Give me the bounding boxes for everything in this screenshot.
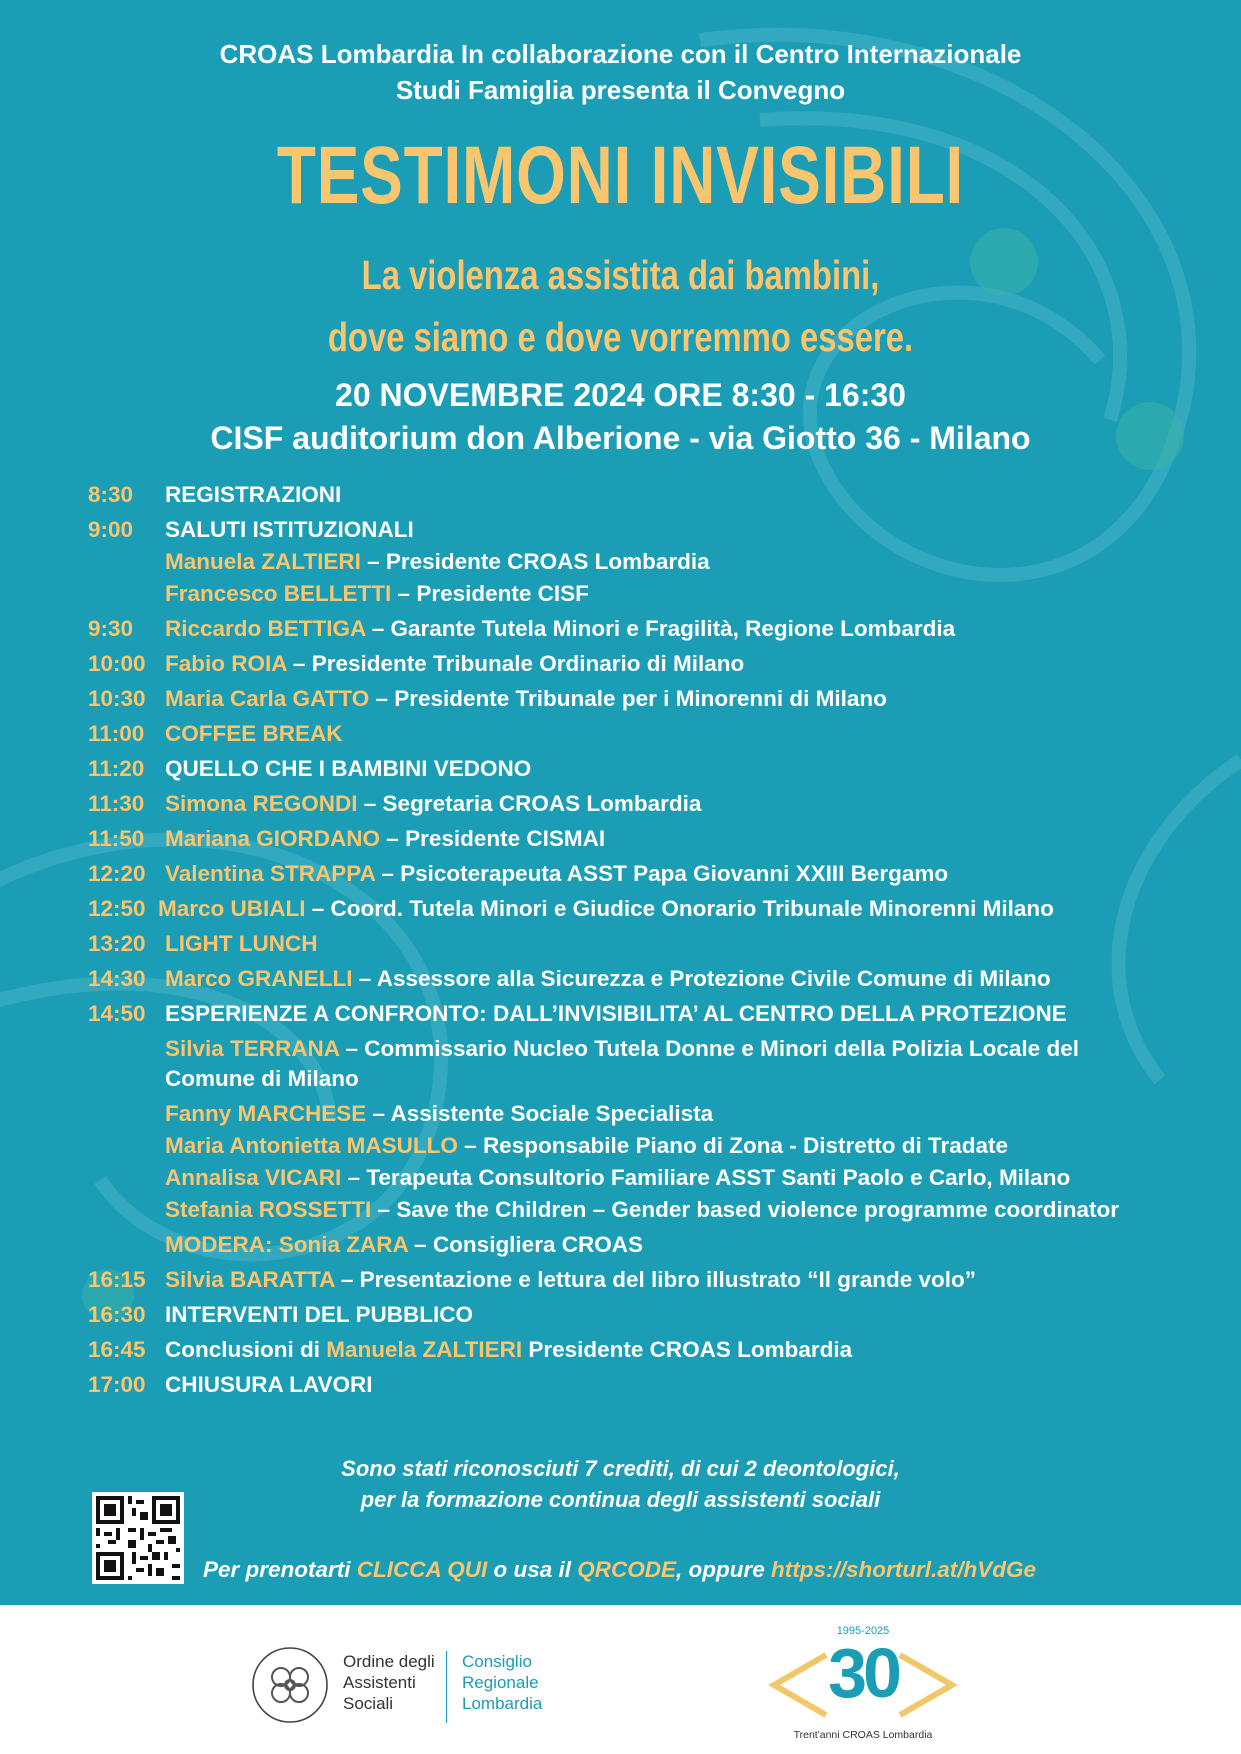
consiglio-line-2: Regionale	[462, 1673, 539, 1692]
speaker-name: Silvia TERRANA	[165, 1036, 340, 1061]
event-venue: CISF auditorium don Alberione - via Giotto 36 - Milano	[210, 420, 1031, 456]
speaker-role: – Presidente Tribunale per i Minorenni di Milano	[369, 686, 887, 711]
program-item	[88, 1300, 1168, 1330]
subtitle-line-1: La violenza assistita dai bambini,	[361, 252, 880, 298]
speaker-role: – Assessore alla Sicurezza e Protezione Civile Comune di Milano	[352, 966, 1051, 991]
program-time: 14:30	[88, 966, 146, 991]
program-item	[88, 859, 1168, 889]
speaker-name: Riccardo BETTIGA	[165, 616, 366, 641]
speaker-name: Manuela ZALTIERI	[165, 549, 361, 574]
subtitle-line-2: dove siamo e dove vorremmo essere.	[327, 314, 914, 360]
program-item	[88, 824, 1168, 854]
speaker-role: – Segretaria CROAS Lombardia	[357, 791, 702, 816]
intro-line-1: CROAS Lombardia In collaborazione con il Centro Internazionale	[219, 39, 1022, 69]
event-title: TESTIMONI INVISIBILI	[276, 130, 965, 221]
qrcode-link[interactable]: QRCODE	[577, 1557, 677, 1582]
speaker-name: Marco GRANELLI	[165, 966, 353, 991]
anniversary-number: 30	[828, 1634, 898, 1712]
program-time: 16:45	[88, 1337, 146, 1362]
speaker-role: – Presidente CISMAI	[380, 826, 606, 851]
program-text: QUELLO CHE I BAMBINI VEDONO	[165, 756, 532, 781]
anniversary-logo	[768, 1625, 958, 1750]
program-text: ESPERIENZE A CONFRONTO: DALL’INVISIBILITA’ AL CENTRO DELLA PROTEZIONE	[165, 1001, 1067, 1026]
registration-line	[203, 1555, 1036, 1585]
speaker-name: Mariana GIORDANO	[165, 826, 381, 851]
program-time: 8:30	[88, 482, 134, 507]
program-item	[88, 894, 1168, 924]
program-time: 9:30	[88, 616, 134, 641]
program-item	[88, 547, 1168, 577]
program-time: 16:15	[88, 1267, 146, 1292]
program-item	[88, 579, 1168, 609]
program-time: 9:00	[88, 517, 134, 542]
program-time: 11:00	[88, 721, 145, 746]
program-item	[88, 1034, 1168, 1094]
speaker-name: Francesco BELLETTI	[165, 581, 392, 606]
program-item	[88, 1265, 1168, 1295]
program-break: COFFEE BREAK	[165, 721, 343, 746]
speaker-name: Valentina STRAPPA	[165, 861, 376, 886]
speaker-role: – Commissario Nucleo Tutela Donne e Minori della Polizia Locale del Comune di Milano	[165, 1036, 1079, 1091]
ordine-line-3: Sociali	[343, 1694, 394, 1713]
program-list	[88, 480, 1168, 1405]
program-item	[88, 1230, 1168, 1260]
speaker-name: Silvia BARATTA	[165, 1267, 335, 1292]
ordine-name	[343, 1651, 435, 1714]
speaker-role: – Assistente Sociale Specialista	[366, 1101, 714, 1126]
program-item	[88, 1163, 1168, 1193]
program-item	[88, 480, 1168, 510]
credits-line-2: per la formazione continua degli assistenti sociali	[360, 1487, 881, 1512]
speaker-name: Simona REGONDI	[165, 791, 358, 816]
logo-divider	[446, 1651, 447, 1723]
program-time: 17:00	[88, 1372, 146, 1397]
anniversary-caption: Trent'anni CROAS Lombardia	[793, 1729, 933, 1741]
program-item	[88, 1370, 1168, 1400]
speaker-role: – Responsabile Piano di Zona - Distretto di Tradate	[457, 1133, 1009, 1158]
ordine-emblem-icon	[250, 1645, 330, 1725]
consiglio-line-1: Consiglio	[462, 1652, 532, 1671]
speaker-role: – Presidente CISF	[391, 581, 589, 606]
speaker-name: Maria Antonietta MASULLO	[165, 1133, 458, 1158]
program-time: 10:00	[88, 651, 146, 676]
program-time: 11:30	[88, 791, 145, 816]
program-text: INTERVENTI DEL PUBBLICO	[165, 1302, 473, 1327]
speaker-role: – Presentazione e lettura del libro illustrato “Il grande volo”	[334, 1267, 977, 1292]
program-item	[88, 719, 1168, 749]
program-time: 14:50	[88, 1001, 146, 1026]
program-text: CHIUSURA LAVORI	[165, 1372, 373, 1397]
program-time: 12:50	[88, 896, 146, 921]
speaker-name: Stefania ROSSETTI	[165, 1197, 372, 1222]
speaker-name: Marco UBIALI	[158, 896, 306, 921]
registration-text: , oppure	[676, 1557, 772, 1582]
speaker-role: – Terapeuta Consultorio Familiare ASST Santi Paolo e Carlo, Milano	[341, 1165, 1071, 1190]
speaker-role: Presidente CROAS Lombardia	[522, 1337, 853, 1362]
program-time: 12:20	[88, 861, 146, 886]
anniversary-years: 1995-2025	[836, 1625, 890, 1637]
program-item	[88, 999, 1168, 1029]
clicca-qui-link[interactable]: CLICCA QUI	[356, 1557, 488, 1582]
consiglio-line-3: Lombardia	[462, 1694, 543, 1713]
speaker-name: Fanny MARCHESE	[165, 1101, 367, 1126]
ordine-line-2: Assistenti	[343, 1673, 416, 1692]
speaker-name: Maria Carla GATTO	[165, 686, 370, 711]
ordine-logo	[250, 1645, 550, 1735]
intro-line-2: Studi Famiglia presenta il Convegno	[395, 75, 846, 105]
program-item	[88, 1335, 1168, 1365]
speaker-role: – Coord. Tutela Minori e Giudice Onorario Tribunale Minorenni Milano	[305, 896, 1054, 921]
event-date: 20 NOVEMBRE 2024 ORE 8:30 - 16:30	[335, 377, 906, 413]
moderator-name: MODERA: Sonia ZARA	[165, 1232, 408, 1257]
footer	[0, 1605, 1241, 1754]
program-text: Conclusioni di	[165, 1337, 327, 1362]
speaker-role: – Presidente CROAS Lombardia	[360, 549, 710, 574]
program-item	[88, 614, 1168, 644]
qr-code[interactable]	[92, 1492, 184, 1584]
event-details	[0, 374, 1241, 460]
intro-text	[0, 36, 1241, 108]
program-time: 11:50	[88, 826, 145, 851]
ordine-line-1: Ordine degli	[343, 1652, 435, 1671]
program-time: 13:20	[88, 931, 146, 956]
moderator-role: – Consigliera CROAS	[407, 1232, 643, 1257]
program-time: 11:20	[88, 756, 145, 781]
speaker-role: – Psicoterapeuta ASST Papa Giovanni XXIII Bergamo	[375, 861, 949, 886]
speaker-name: Fabio ROIA	[165, 651, 287, 676]
speaker-role: – Garante Tutela Minori e Fragilità, Regione Lombardia	[365, 616, 956, 641]
program-item	[88, 964, 1168, 994]
qr-code-icon	[96, 1496, 180, 1580]
program-time: 10:30	[88, 686, 146, 711]
program-item	[88, 929, 1168, 959]
registration-text: Per prenotarti	[203, 1557, 357, 1582]
speaker-role: – Save the Children – Gender based violence programme coordinator	[371, 1197, 1120, 1222]
program-time: 16:30	[88, 1302, 146, 1327]
program-item	[88, 1099, 1168, 1129]
program-text: REGISTRAZIONI	[165, 482, 342, 507]
speaker-role: – Presidente Tribunale Ordinario di Milano	[286, 651, 745, 676]
program-item	[88, 789, 1168, 819]
consiglio-name	[462, 1651, 542, 1714]
program-break: LIGHT LUNCH	[165, 931, 318, 956]
program-item	[88, 1131, 1168, 1161]
speaker-name: Manuela ZALTIERI	[326, 1337, 523, 1362]
registration-text: o usa il	[487, 1557, 578, 1582]
program-item	[88, 684, 1168, 714]
program-item	[88, 515, 1168, 545]
program-item	[88, 1195, 1168, 1225]
credits-line-1: Sono stati riconosciuti 7 crediti, di cui 2 deontologici,	[341, 1456, 900, 1481]
short-url-link[interactable]: https://shorturl.at/hVdGe	[771, 1557, 1037, 1582]
program-item	[88, 754, 1168, 784]
speaker-name: Annalisa VICARI	[165, 1165, 342, 1190]
program-item	[88, 649, 1168, 679]
credits-note	[0, 1453, 1241, 1515]
event-subtitle	[124, 244, 1117, 368]
program-text: SALUTI ISTITUZIONALI	[165, 517, 414, 542]
